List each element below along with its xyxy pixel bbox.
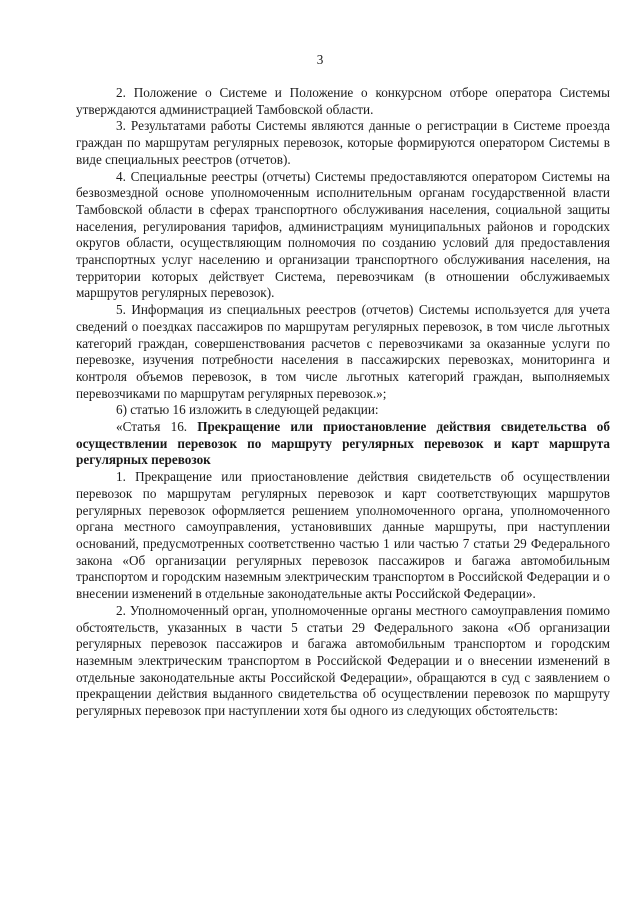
document-body xyxy=(76,85,610,720)
paragraph-clause-4: 4. Специальные реестры (отчеты) Системы предоставляются оператором Системы на безвозмездной основе уполномоченным исполнительным органам государственной власти Тамбовской области в сферах транспортного обслуживания населения, социальной защиты населения, регулирования тарифов, администрациям муниципальных районов и городских округов области, осуществляющим полномочия по созданию условий для предоставления транспортных услуг населению и организации транспортного обслуживания населения, на территории которых действует Система, перевозчикам (в отношении обслуживаемых маршрутов регулярных перевозок). xyxy=(76,168,610,301)
article-16-prefix: «Статья 16. xyxy=(116,419,198,435)
article-16-heading xyxy=(76,419,610,469)
article-16-paragraph-1: 1. Прекращение или приостановление действия свидетельств об осуществлении перевозок по маршрутам регулярных перевозок и карт соответствующих маршрутов регулярных перевозок оформляется решением уполномоченного органа, уполномоченного органа местного самоуправления, установивших данные маршруты, при наступлении оснований, предусмотренных соответственно частью 1 или частью 7 статьи 29 Федерального закона «Об организации регулярных перевозок пассажиров и багажа автомобильным транспортом и городским наземным электрическим транспортом в Российской Федерации и о внесении изменений в отдельные законодательные акты Российской Федерации». xyxy=(76,469,610,602)
paragraph-clause-5: 5. Информация из специальных реестров (отчетов) Системы используется для учета сведений о поездках пассажиров по маршрутам регулярных перевозок, в том числе льготных категорий граждан, совершенствования расчетов с перевозчиками за оказанные услуги по перевозке, изучения потребности населения в пассажирских перевозках, мониторинга и контроля объемов перевозок, в том числе льготных категорий граждан, выполняемых перевозчиками по маршрутам регулярных перевозок.»; xyxy=(76,302,610,401)
paragraph-clause-3: 3. Результатами работы Системы являются данные о регистрации в Системе проезда граждан по маршрутам регулярных перевозок, которые формируются оператором Системы в виде специальных реестров (отчетов). xyxy=(76,118,610,167)
paragraph-amendment-6: 6) статью 16 изложить в следующей редакции: xyxy=(116,402,379,418)
article-16-title: Прекращение или приостановление действия свидетельства об осуществлении перевозок по маршруту регулярных перевозок и карт маршрута регулярных перевозок xyxy=(76,419,610,468)
article-16-paragraph-2: 2. Уполномоченный орган, уполномоченные органы местного самоуправления помимо обстоятельств, указанных в части 5 статьи 29 Федерального закона «Об организации регулярных перевозок пассажиров и багажа автомобильным транспортом и городским наземным электрическим транспортом в Российской Федерации и о внесении изменений в отдельные законодательные акты Российской Федерации», обращаются в суд с заявлением о прекращении действия выданного свидетельства об осуществлении перевозок по маршруту регулярных перевозок при наступлении хотя бы одного из следующих обстоятельств: xyxy=(76,602,610,719)
page-number: 3 xyxy=(316,52,324,67)
paragraph-clause-2: 2. Положение о Системе и Положение о конкурсном отборе оператора Системы утверждаются администрацией Тамбовской области. xyxy=(76,85,610,117)
